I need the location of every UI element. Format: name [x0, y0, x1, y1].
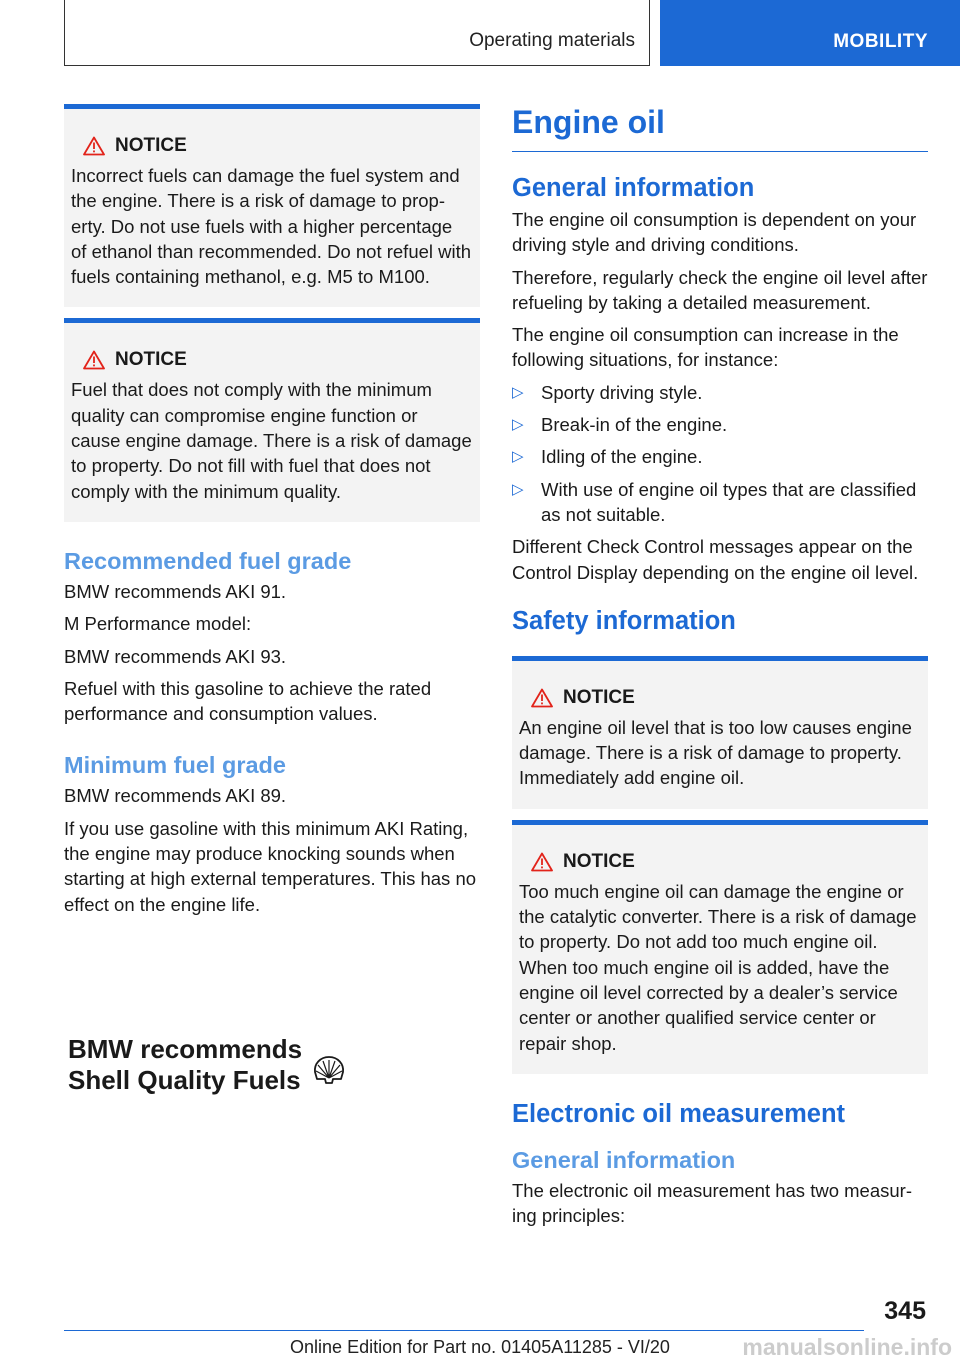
left-column: [64, 104, 480, 924]
warning-triangle-icon: [531, 852, 553, 872]
paragraph: BMW recommends AKI 89.: [64, 785, 287, 807]
triangle-right-icon: ▷: [512, 480, 524, 498]
paragraph: Therefore, regularly check the engine oil level after refueling by taking a detailed measurement.: [512, 266, 928, 313]
paragraph: If you use gasoline with this minimum AKI Rating, the engine may produce knocking sounds when starting at high external temperatures. This has no effect on the engine life.: [64, 817, 477, 915]
warning-triangle-icon: [531, 688, 553, 708]
list-item: ▷ Break-in of the engine.: [512, 412, 928, 437]
notice-text: Incorrect fuels can damage the fuel system and the engine. There is a risk of damage to property. Do not use fuels with a higher percentage of ethanol than recommended. Do not refuel with fuels containing methanol, e.g. M5 to M100.: [71, 165, 472, 288]
heading-minimum-fuel-grade: Minimum fuel grade: [64, 752, 286, 779]
shell-logo-icon: [312, 1055, 346, 1096]
heading-electronic-oil-measurement: Electronic oil measurement: [512, 1099, 846, 1128]
list-item: ▷ With use of engine oil types that are classified as not suitable.: [512, 478, 917, 525]
notice-heading: [531, 687, 920, 709]
warning-triangle-icon: [83, 350, 105, 370]
notice-box-minimum-quality: [64, 318, 480, 521]
paragraph: BMW recommends AKI 91.: [64, 580, 287, 602]
notice-label: NOTICE: [115, 135, 187, 156]
notice-label: NOTICE: [563, 686, 635, 708]
paragraph: Refuel with this gasoline to achieve the rated performance and consumption values.: [64, 677, 432, 725]
footer-rule: [64, 1330, 864, 1331]
heading-general-information: General information: [512, 174, 755, 202]
paragraph: The engine oil consumption is dependent on your driving style and driving conditions.: [512, 209, 917, 256]
triangle-right-icon: ▷: [512, 416, 524, 434]
list-item: ▷ Idling of the engine.: [512, 444, 928, 469]
notice-heading: [531, 851, 920, 873]
footer-edition-text: Online Edition for Part no. 01405A11285 - VI/20: [290, 1337, 670, 1357]
watermark-text: manualsonline.info: [742, 1334, 952, 1360]
heading-safety-information: Safety information: [512, 606, 736, 635]
triangle-right-icon: ▷: [512, 383, 524, 401]
shell-text-line1: BMW recommends: [68, 1034, 303, 1064]
page-header: [64, 0, 960, 66]
triangle-right-icon: ▷: [512, 448, 524, 466]
paragraph: The electronic oil measurement has two measuring principles:: [512, 1179, 912, 1227]
notice-text: Fuel that does not comply with the minimum quality can compromise engine function or cause engine damage. There is a risk of damage to property. Do not fill with fuel that does not comply with the minimum quality.: [71, 379, 472, 502]
heading-electronic-general-information: General information: [512, 1146, 736, 1173]
notice-text: Too much engine oil can damage the engine or the catalytic converter. There is a risk of damage to property. Do not add too much engine oil. When too much engine oil is added, have the engine oil level corrected by a dealer’s service center or another qualified service center or repair shop.: [519, 880, 917, 1054]
header-chapter-tab: MOBILITY: [660, 0, 960, 66]
situations-list: [512, 380, 928, 527]
paragraph: Different Check Control messages appear on the Control Display depending on the engine oil level.: [512, 536, 919, 583]
notice-box-incorrect-fuels: [64, 104, 480, 307]
paragraph: The engine oil consumption can increase in the following situations, for instance:: [512, 324, 899, 371]
paragraph: M Performance model:: [64, 613, 252, 635]
notice-heading: [83, 135, 472, 157]
notice-label: NOTICE: [563, 850, 635, 872]
right-column: [512, 104, 928, 1235]
list-item: ▷ Sporty driving style.: [512, 380, 928, 405]
notice-heading: [83, 349, 472, 371]
warning-triangle-icon: [83, 136, 105, 156]
notice-text: An engine oil level that is too low causes engine damage. There is a risk of damage to property. Immediately add engine oil.: [519, 716, 912, 789]
heading-recommended-fuel-grade: Recommended fuel grade: [64, 547, 352, 574]
notice-label: NOTICE: [115, 349, 187, 371]
header-section-title: Operating materials: [64, 0, 650, 66]
notice-box-oil-too-low: [512, 656, 928, 809]
shell-recommendation-logo: [68, 1034, 346, 1096]
shell-text-line2: Shell Quality Fuels: [68, 1065, 301, 1095]
page-number: 345: [884, 1297, 926, 1325]
notice-box-oil-too-much: [512, 820, 928, 1074]
paragraph: BMW recommends AKI 93.: [64, 645, 287, 667]
chapter-title-engine-oil: Engine oil: [512, 104, 928, 152]
